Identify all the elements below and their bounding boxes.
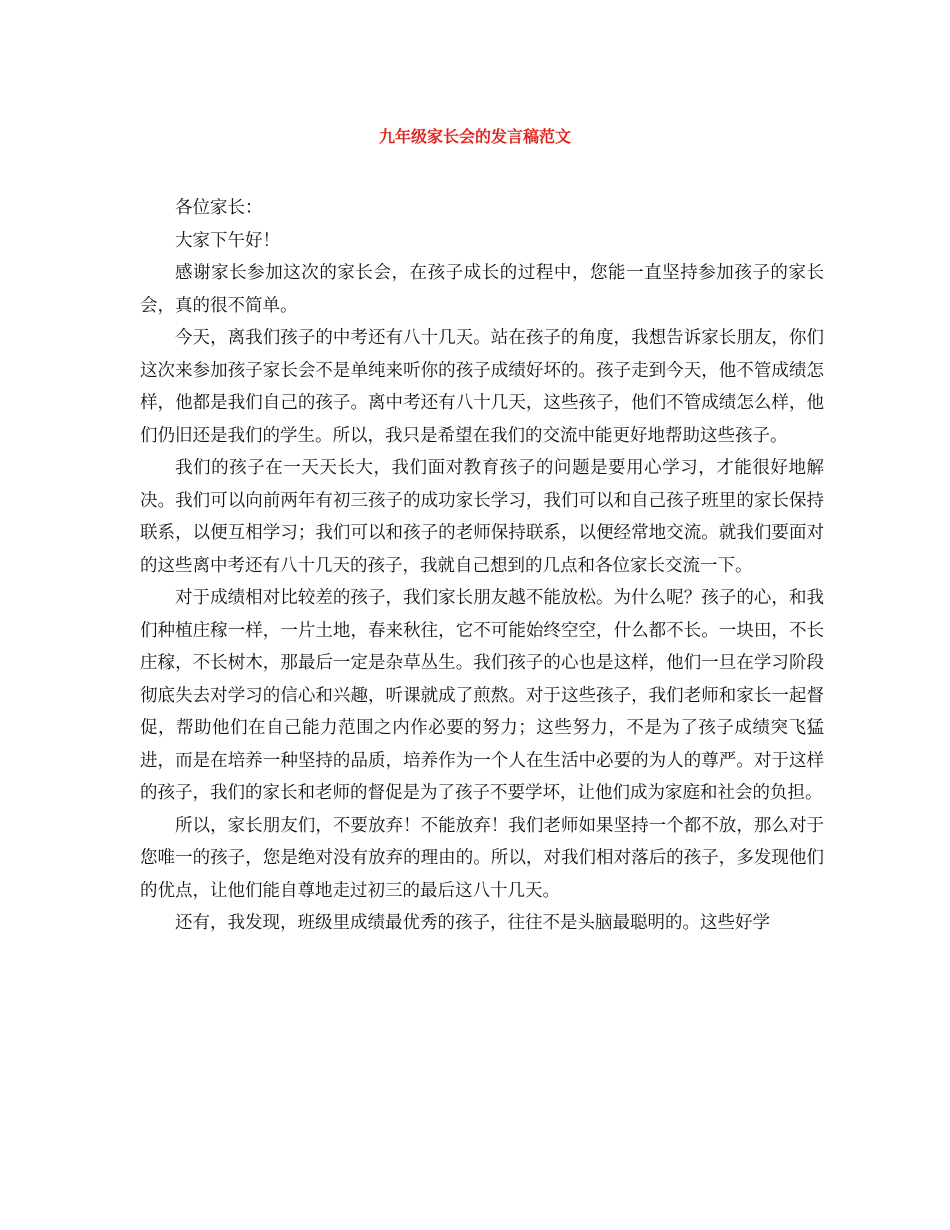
paragraph: 还有，我发现，班级里成绩最优秀的孩子，往往不是头脑最聪明的。这些好学	[175, 913, 770, 933]
paragraph: 今天，离我们孩子的中考还有八十几天。站在孩子的角度，我想告诉家长朋友，你们这次来参加孩子家长会不是单纯来听你的孩子成绩好坏的。孩子走到今天，他不管成绩怎样，他都是我们自己的孩子。离中考还有八十几天，这些孩子，他们不管成绩怎么样，他们仍旧还是我们的学生。所以，我只是希望在我们的交流中能更好地帮助这些孩子。	[140, 328, 824, 446]
paragraph: 对于成绩相对比较差的孩子，我们家长朋友越不能放松。为什么呢？孩子的心，和我们种植庄稼一样，一片土地，春来秋往，它不可能始终空空，什么都不长。一块田，不长庄稼，不长树木，那最后一定是杂草丛生。我们孩子的心也是这样，他们一旦在学习阶段彻底失去对学习的信心和兴趣，听课就成了煎熬。对于这些孩子，我们老师和家长一起督促，帮助他们在自己能力范围之内作必要的努力；这些努力，不是为了孩子成绩突飞猛进，而是在培养一种坚持的品质，培养作为一个人在生活中必要的为人的尊严。对于这样的孩子，我们的家长和老师的督促是为了孩子不要学坏，让他们成为家庭和社会的负担。	[140, 588, 824, 803]
paragraph: 所以，家长朋友们，不要放弃！不能放弃！我们老师如果坚持一个都不放，那么对于您唯一的孩子，您是绝对没有放弃的理由的。所以，对我们相对落后的孩子，多发现他们的优点，让他们能自尊地走过初三的最后这八十几天。	[140, 815, 824, 901]
document-title: 九年级家长会的发言稿范文	[378, 127, 571, 146]
paragraph-salutation: 各位家长：	[175, 198, 263, 218]
document-body	[140, 192, 824, 940]
paragraph-greeting: 大家下午好！	[175, 230, 280, 251]
paragraph: 感谢家长参加这次的家长会，在孩子成长的过程中，您能一直坚持参加孩子的家长会，真的很不简单。	[140, 263, 824, 316]
paragraph: 我们的孩子在一天天长大，我们面对教育孩子的问题是要用心学习，才能很好地解决。我们可以向前两年有初三孩子的成功家长学习，我们可以和自己孩子班里的家长保持联系，以便互相学习；我们可以和孩子的老师保持联系，以便经常地交流。就我们要面对的这些离中考还有八十几天的孩子，我就自己想到的几点和各位家长交流一下。	[140, 458, 824, 576]
